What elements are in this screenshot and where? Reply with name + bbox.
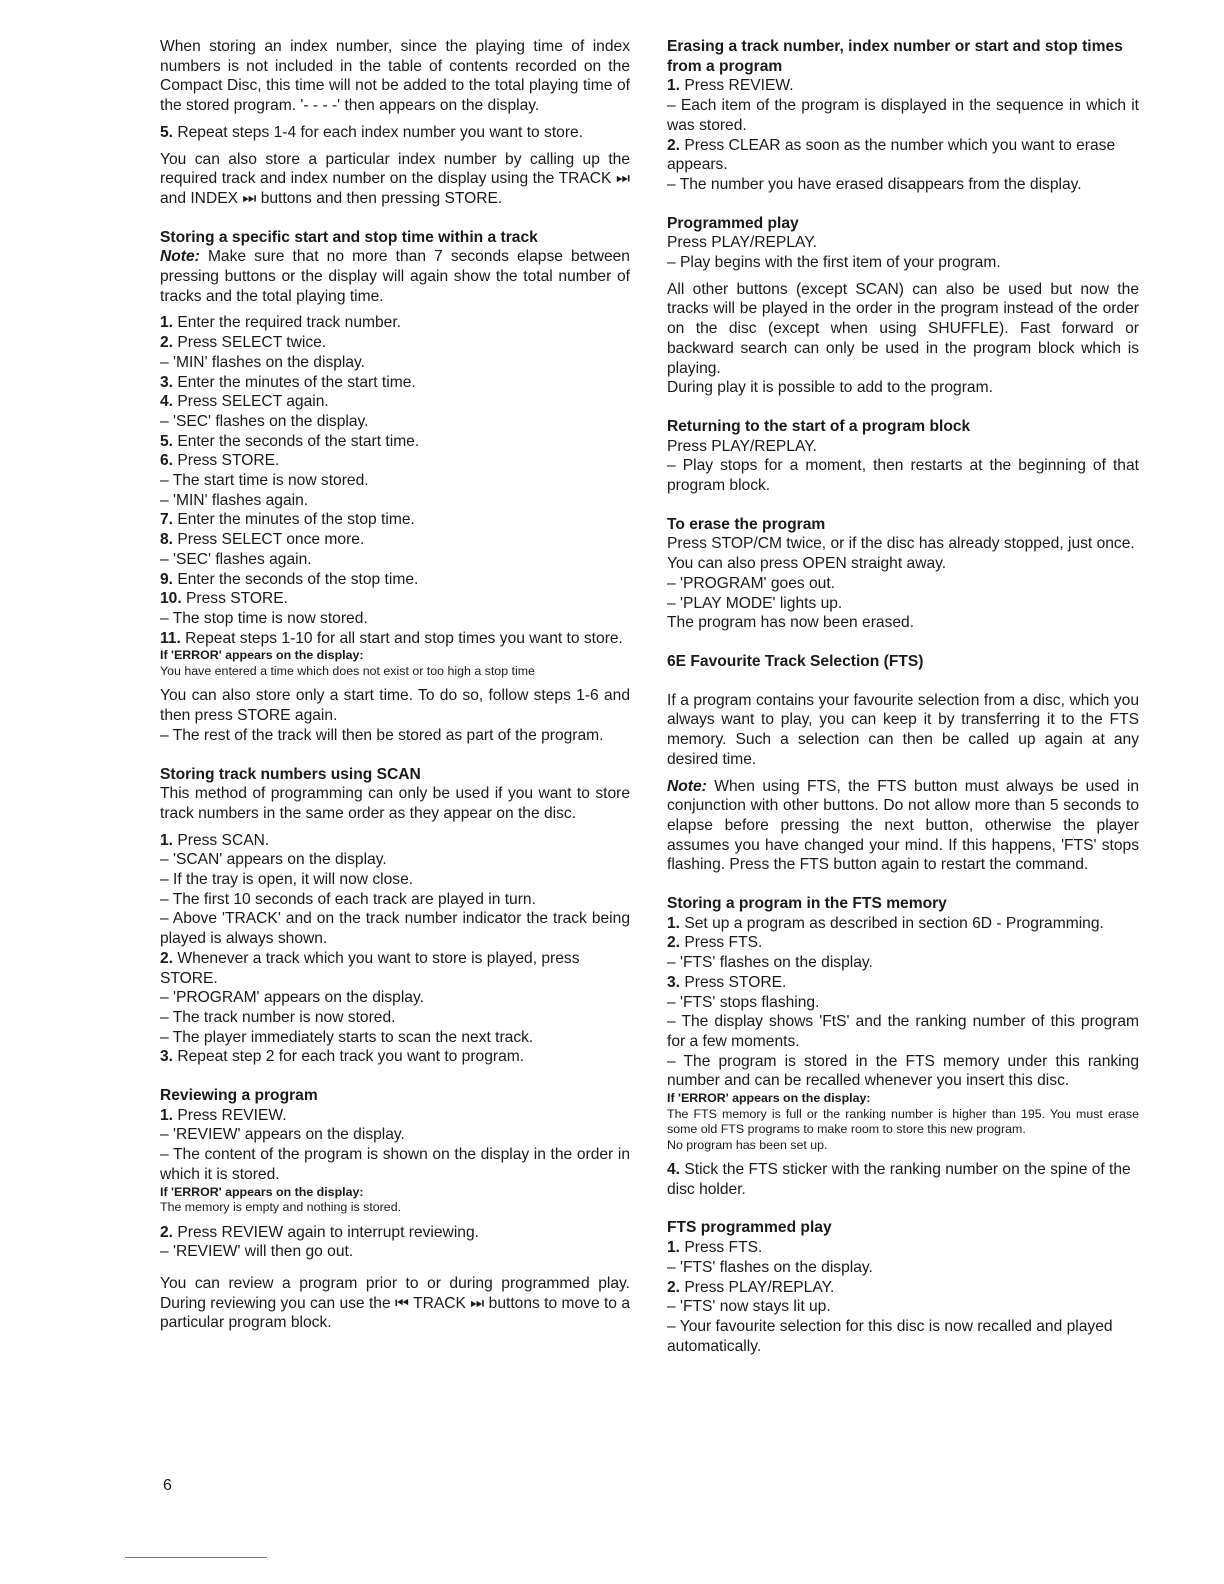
page-number: 6 [163,1477,172,1494]
paragraph: – 'FTS' now stays lit up. [667,1298,831,1316]
step-item [160,831,630,851]
note-text: When using FTS, the FTS button must always be used in conjunction with other buttons. Do not allow more than 5 seconds to elapse before pressing the next button, otherwise the player assumes you have changed your mind. If this happens, 'FTS' stops flashing. Press the FTS button again to restart the command. [667,777,1139,874]
section-heading: Reviewing a program [160,1087,318,1105]
step-item [160,1106,630,1126]
step-number: 2. [667,136,681,154]
step-text: Whenever a track which you want to store is played, press STORE. [160,949,580,987]
error-text: You have entered a time which does not exist or too high a stop time [160,663,535,678]
step-number: 8. [160,531,174,549]
paragraph: Press PLAY/REPLAY. [667,437,817,455]
step-text: Press SELECT once more. [177,531,365,549]
step-number: 2. [160,949,174,967]
step-item [160,530,630,550]
paragraph: – The number you have erased disappears from the display. [667,175,1082,193]
section-heading: Programmed play [667,214,799,232]
paragraph: – 'FTS' stops flashing. [667,993,820,1011]
step-number: 3. [667,973,681,991]
paragraph: – 'MIN' flashes again. [160,491,309,509]
note-label: Note: [667,777,707,795]
step-item [160,629,630,649]
paragraph: You can review a program prior to or during programmed play. During reviewing you can use the ⏮ TRACK ⏭ buttons to move to a particular program block. [160,1274,630,1332]
spacer [667,875,1139,894]
paragraph: – The first 10 seconds of each track are played in turn. [160,890,536,908]
section-heading: To erase the program [667,515,826,533]
step-item [667,914,1139,934]
paragraph: – 'PROGRAM' appears on the display. [160,989,424,1007]
step-text: Press STORE. [186,590,288,608]
spacer [667,633,1139,652]
step-number: 10. [160,590,182,608]
paragraph: – The display shows 'FtS' and the ranking number of this program for a few moments. [667,1013,1139,1050]
step-number: 1. [160,831,174,849]
step-number: 5. [160,123,174,141]
step-item [667,1278,1139,1298]
step-number: 9. [160,570,174,588]
spacer [667,496,1139,515]
paragraph: Press PLAY/REPLAY. [667,234,817,252]
section-heading: Storing a program in the FTS memory [667,895,947,913]
step-item [160,510,630,530]
spacer [160,116,630,123]
note-paragraph [667,777,1139,876]
step-number: 1. [160,1106,174,1124]
spacer [160,746,630,765]
spacer [160,209,630,228]
step-number: 11. [160,629,181,647]
step-number: 1. [667,1239,681,1257]
spacer [667,770,1139,777]
paragraph: – 'SCAN' appears on the display. [160,851,387,869]
step-item [160,432,630,452]
step-text: Press REVIEW. [684,77,794,95]
step-item [160,1223,630,1243]
step-text: Press REVIEW. [177,1106,287,1124]
note-label: Note: [160,248,200,266]
section-heading: Storing a specific start and stop time within a track [160,228,538,246]
step-number: 1. [667,914,681,932]
note-paragraph [160,247,630,306]
paragraph: – The stop time is now stored. [160,609,368,627]
paragraph: Press STOP/CM twice, or if the disc has already stopped, just once. [667,535,1135,553]
paragraph: – Play begins with the first item of your program. [667,254,1001,272]
step-text: Press FTS. [684,934,763,952]
error-text: No program has been set up. [667,1137,828,1152]
paragraph: All other buttons (except SCAN) can also be used but now the tracks will be played in the order in the program instead of the order on the disc (except when using SHUFFLE). Fast forward or backward search can only be used in the program block which is playing. [667,280,1139,377]
step-item [667,76,1139,96]
step-item [160,1047,630,1067]
paragraph: When storing an index number, since the playing time of index numbers is not included in the table of contents recorded on the Compact Disc, this time will not be added to the total playing time of the stored program. '- - - -' then appears on the display. [160,38,630,115]
paragraph: – The track number is now stored. [160,1008,396,1026]
step-text: Set up a program as described in section 6D - Programming. [684,914,1104,932]
note-text: Make sure that no more than 7 seconds elapse between pressing buttons or the display will again show the total number of tracks and the total playing time. [160,248,630,305]
paragraph: During play it is possible to add to the program. [667,379,993,397]
spacer [667,672,1139,691]
step-text: Press STORE. [177,452,280,470]
step-item [160,570,630,590]
step-text: Stick the FTS sticker with the ranking number on the spine of the disc holder. [667,1161,1131,1198]
step-number: 4. [160,393,174,411]
error-text: The FTS memory is full or the ranking number is higher than 195. You must erase some old FTS programs to make room to store this new program. [667,1106,1139,1137]
error-heading: If 'ERROR' appears on the display: [160,1184,364,1199]
paragraph: – Each item of the program is displayed in the sequence in which it was stored. [667,97,1139,134]
step-text: Repeat step 2 for each track you want to program. [177,1048,525,1066]
spacer [160,679,630,686]
step-number: 7. [160,511,174,529]
left-column [160,37,630,1333]
paragraph: You can also store a particular index number by calling up the required track and index number on the display using the TRACK ⏭ and INDEX ⏭ buttons and then pressing STORE. [160,150,630,207]
section-heading: FTS programmed play [667,1219,832,1237]
step-item [160,589,630,609]
spacer [160,1216,630,1223]
footer-rule [125,1557,267,1558]
step-item [160,949,630,988]
section-heading: 6E Favourite Track Selection (FTS) [667,652,924,670]
step-text: Press PLAY/REPLAY. [684,1278,835,1296]
paragraph: – Your favourite selection for this disc is now recalled and played automatically. [667,1317,1113,1355]
step-text: Enter the seconds of the stop time. [177,570,419,588]
paragraph: You can also store only a start time. To do so, follow steps 1-6 and then press STORE again. [160,687,630,725]
step-text: Repeat steps 1-10 for all start and stop times you want to store. [185,629,623,647]
section-heading: Erasing a track number, index number or start and stop times from a program [667,38,1123,75]
paragraph: – 'REVIEW' will then go out. [160,1243,354,1261]
step-item [667,1238,1139,1258]
step-item [160,123,630,143]
step-text: Press SELECT twice. [177,334,327,352]
step-text: Press REVIEW again to interrupt reviewing. [177,1223,479,1241]
spacer [667,398,1139,417]
step-item [667,933,1139,953]
paragraph: – The program is stored in the FTS memory under this ranking number and can be recalled whenever you insert this disc. [667,1052,1139,1090]
step-number: 2. [667,1278,681,1296]
step-text: Enter the minutes of the stop time. [177,511,415,529]
paragraph: The program has now been erased. [667,614,915,632]
step-text: Press STORE. [684,973,787,991]
step-number: 3. [160,373,174,391]
step-number: 2. [160,334,174,352]
error-heading: If 'ERROR' appears on the display: [667,1091,871,1106]
paragraph: – 'PROGRAM' goes out. [667,574,836,592]
step-text: Enter the seconds of the start time. [177,432,420,450]
paragraph: – Play stops for a moment, then restarts at the beginning of that program block. [667,457,1139,495]
step-text: Enter the required track number. [177,314,401,332]
paragraph: – 'MIN' flashes on the display. [160,353,366,371]
step-text: Press SCAN. [177,831,270,849]
step-item [160,392,630,412]
step-number: 6. [160,452,174,470]
spacer [667,273,1139,280]
spacer [160,1067,630,1086]
step-text: Repeat steps 1-4 for each index number you want to store. [177,123,584,141]
paragraph: – 'PLAY MODE' lights up. [667,594,843,612]
paragraph: If a program contains your favourite selection from a disc, which you always want to play, you can keep it by transferring it to the FTS memory. Such a selection can then be called up again at any desired time. [667,691,1139,768]
step-text: Enter the minutes of the start time. [177,373,416,391]
paragraph: – 'FTS' flashes on the display. [667,1258,873,1276]
spacer [160,306,630,313]
step-item [667,1160,1139,1199]
section-heading: Returning to the start of a program block [667,417,971,435]
paragraph: – 'SEC' flashes again. [160,550,312,568]
section-heading: Storing track numbers using SCAN [160,765,421,783]
step-item [160,373,630,393]
right-column [667,37,1139,1356]
step-number: 1. [667,77,681,95]
spacer [160,824,630,831]
paragraph: – If the tray is open, it will now close. [160,871,414,889]
spacer [667,1153,1139,1160]
step-number: 2. [667,934,681,952]
paragraph: – 'FTS' flashes on the display. [667,954,873,972]
paragraph: – 'REVIEW' appears on the display. [160,1126,405,1144]
step-number: 5. [160,432,174,450]
spacer [667,195,1139,214]
spacer [160,143,630,150]
step-item [160,313,630,333]
spacer [160,1262,630,1274]
paragraph: – The start time is now stored. [160,472,369,490]
paragraph: This method of programming can only be used if you want to store track numbers in the same order as they appear on the disc. [160,785,630,822]
paragraph: – Above 'TRACK' and on the track number indicator the track being played is always shown. [160,910,630,948]
step-item [160,451,630,471]
step-text: Press SELECT again. [177,393,329,411]
step-text: Press CLEAR as soon as the number which you want to erase appears. [667,136,1116,174]
step-item [160,333,630,353]
step-item [667,136,1139,175]
error-text: The memory is empty and nothing is stored. [160,1200,402,1215]
step-text: Press FTS. [684,1239,763,1257]
step-number: 2. [160,1223,174,1241]
paragraph: – The player immediately starts to scan the next track. [160,1028,534,1046]
paragraph: – 'SEC' flashes on the display. [160,412,369,430]
step-item [667,973,1139,993]
spacer [667,1199,1139,1218]
paragraph: You can also press OPEN straight away. [667,555,947,573]
paragraph: – The content of the program is shown on the display in the order in which it is stored. [160,1146,630,1183]
step-number: 1. [160,314,174,332]
step-number: 3. [160,1048,174,1066]
paragraph: – The rest of the track will then be stored as part of the program. [160,726,604,744]
error-heading: If 'ERROR' appears on the display: [160,648,364,663]
step-number: 4. [667,1161,681,1179]
